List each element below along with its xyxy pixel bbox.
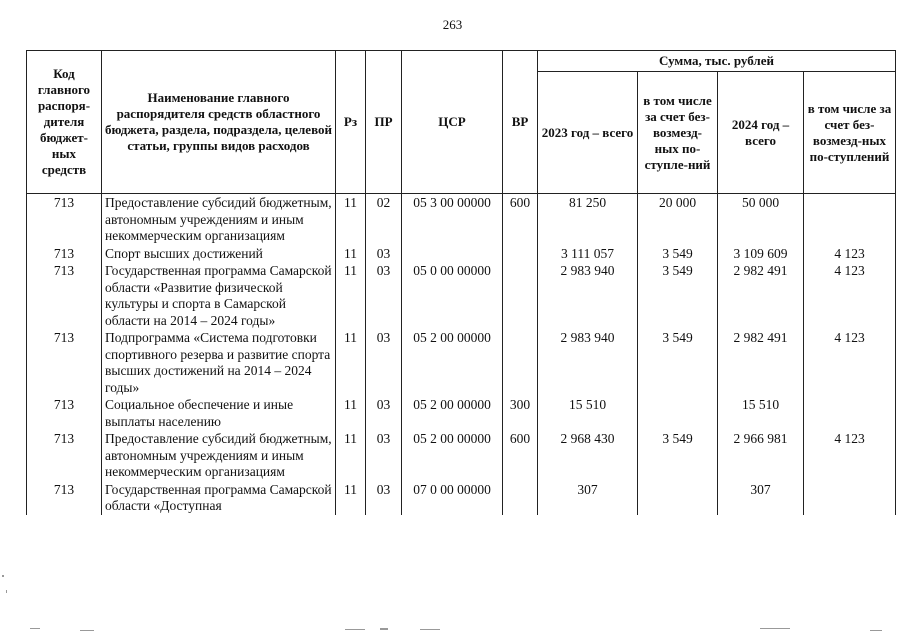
cell-2023-grants: 20 000 [638, 194, 718, 245]
header-rz: Рз [336, 51, 366, 194]
cell-csr: 05 0 00 00000 [402, 262, 503, 329]
cell-vr: 600 [503, 194, 538, 245]
cell-code: 713 [27, 430, 102, 481]
cell-pr: 03 [366, 481, 402, 515]
cell-name: Спорт высших достижений [102, 245, 336, 263]
cell-rz: 11 [336, 481, 366, 515]
cell-name: Государственная программа Самарской области «Развитие физической культуры и спорта в Самарской области на 2014 – 2024 годы» [102, 262, 336, 329]
header-2023-grants: в том числе за счет без-возмезд-ных по-ступле-ний [638, 72, 718, 194]
cell-2024-total: 2 966 981 [718, 430, 804, 481]
cell-2024-total: 50 000 [718, 194, 804, 245]
cell-2024-grants [804, 194, 896, 245]
cell-2024-grants: 4 123 [804, 329, 896, 396]
cell-rz: 11 [336, 329, 366, 396]
cell-2024-total: 2 982 491 [718, 329, 804, 396]
cell-2023-grants [638, 396, 718, 430]
table-row [27, 329, 896, 396]
cell-2023-total: 81 250 [538, 194, 638, 245]
cell-2024-grants: 4 123 [804, 245, 896, 263]
cell-vr [503, 262, 538, 329]
cell-2024-grants [804, 396, 896, 430]
cell-vr: 600 [503, 430, 538, 481]
header-pr: ПР [366, 51, 402, 194]
header-2024-grants: в том числе за счет без-возмезд-ных по-ступлений [804, 72, 896, 194]
cell-pr: 03 [366, 262, 402, 329]
cell-csr: 05 3 00 00000 [402, 194, 503, 245]
cell-name: Предоставление субсидий бюджетным, автономным учреждениям и иным некоммерческим организациям [102, 194, 336, 245]
cell-rz: 11 [336, 396, 366, 430]
cell-code: 713 [27, 262, 102, 329]
header-sum-group: Сумма, тыс. рублей [538, 51, 896, 72]
cell-csr: 05 2 00 00000 [402, 396, 503, 430]
cell-csr: 07 0 00 00000 [402, 481, 503, 515]
cell-2023-grants: 3 549 [638, 430, 718, 481]
cell-rz: 11 [336, 262, 366, 329]
cell-2023-total: 3 111 057 [538, 245, 638, 263]
cell-pr: 03 [366, 396, 402, 430]
table-row [27, 245, 896, 263]
table-row [27, 396, 896, 430]
cell-vr [503, 245, 538, 263]
header-csr: ЦСР [402, 51, 503, 194]
cell-2023-grants: 3 549 [638, 329, 718, 396]
header-code: Код главного распоря-дителя бюджет-ных средств [27, 51, 102, 194]
cell-2023-grants [638, 481, 718, 515]
cell-2024-total: 2 982 491 [718, 262, 804, 329]
cell-csr [402, 245, 503, 263]
table-row [27, 262, 896, 329]
cell-2024-total: 3 109 609 [718, 245, 804, 263]
table-row [27, 481, 896, 515]
cell-rz: 11 [336, 430, 366, 481]
cell-vr [503, 329, 538, 396]
cell-rz: 11 [336, 245, 366, 263]
cell-vr: 300 [503, 396, 538, 430]
cell-2023-grants: 3 549 [638, 245, 718, 263]
cell-csr: 05 2 00 00000 [402, 430, 503, 481]
cell-code: 713 [27, 329, 102, 396]
cell-code: 713 [27, 245, 102, 263]
page-number: 263 [442, 17, 463, 32]
cell-name: Подпрограмма «Система подготовки спортивного резерва и развитие спорта высших достижений на 2014 – 2024 годы» [102, 329, 336, 396]
cell-code: 713 [27, 396, 102, 430]
cell-2023-total: 2 983 940 [538, 262, 638, 329]
cell-2024-total: 307 [718, 481, 804, 515]
cell-2023-total: 2 983 940 [538, 329, 638, 396]
cell-csr: 05 2 00 00000 [402, 329, 503, 396]
cell-pr: 03 [366, 430, 402, 481]
budget-table [26, 50, 896, 515]
cell-code: 713 [27, 481, 102, 515]
cell-name: Социальное обеспечение и иные выплаты населению [102, 396, 336, 430]
table-row [27, 430, 896, 481]
cell-pr: 02 [366, 194, 402, 245]
header-vr: ВР [503, 51, 538, 194]
cell-2023-total: 15 510 [538, 396, 638, 430]
table-row [27, 194, 896, 245]
cell-code: 713 [27, 194, 102, 245]
cell-2024-grants: 4 123 [804, 430, 896, 481]
cell-vr [503, 481, 538, 515]
cell-pr: 03 [366, 329, 402, 396]
header-row-top [27, 51, 896, 72]
cell-2023-grants: 3 549 [638, 262, 718, 329]
cell-2024-grants: 4 123 [804, 262, 896, 329]
cell-pr: 03 [366, 245, 402, 263]
cell-2023-total: 2 968 430 [538, 430, 638, 481]
cell-rz: 11 [336, 194, 366, 245]
header-name: Наименование главного распорядителя средств областного бюджета, раздела, подраздела, целевой статьи, группы видов расходов [102, 51, 336, 194]
header-2023-total: 2023 год – всего [538, 72, 638, 194]
cell-2024-grants [804, 481, 896, 515]
cell-name: Государственная программа Самарской области «Доступная [102, 481, 336, 515]
cell-2023-total: 307 [538, 481, 638, 515]
cell-name: Предоставление субсидий бюджетным, автономным учреждениям и иным некоммерческим организациям [102, 430, 336, 481]
header-2024-total: 2024 год – всего [718, 72, 804, 194]
scan-specks [2, 575, 882, 631]
cell-2024-total: 15 510 [718, 396, 804, 430]
